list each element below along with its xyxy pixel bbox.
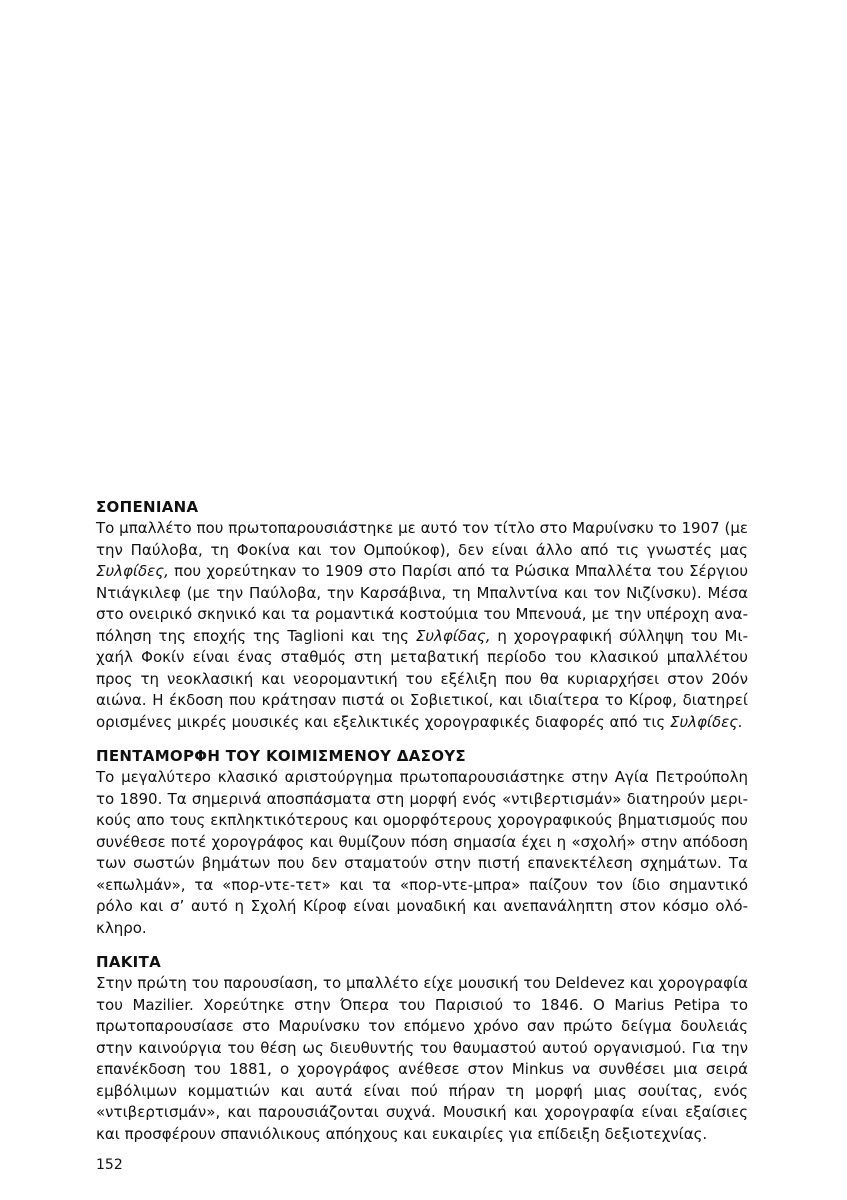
text-span: που χορεύτηκαν το 1909 στο Παρίσι από τα Ρώσικα Μπαλλέτα του Σέργιου Ντιάγκιλεφ (με την Παύλοβα, την Καρσάβινα, τη Μπαλντίνα και τον Νιζίνσκυ). Μέσα στο ονειρικό σκηνικό και τα ρομαντικά κοστούμια του Μπενουά, με την υπέροχη αναπόληση της εποχής της Taglioni και της — [96, 562, 748, 645]
section-paragraph — [96, 518, 748, 733]
section-chopiniana — [96, 496, 748, 733]
section-title: ΠΑΚΙΤΑ — [96, 953, 162, 971]
section-title: ΠΕΝΤΑΜΟΡΦΗ ΤΟΥ ΚΟΙΜΙΣΜΕΝΟΥ ΔΑΣΟΥΣ — [96, 747, 466, 765]
italic-title-span: Συλφίδες, — [96, 562, 169, 580]
section-title: ΣΟΠΕΝΙΑΝΑ — [96, 498, 199, 516]
page-number: 152 — [96, 1157, 123, 1173]
article-body — [96, 496, 748, 1157]
section-paquita — [96, 951, 748, 1145]
text-span: η χορογραφική σύλληψη του Μιχαήλ Φοκίν είναι ένας σταθμός στη μεταβατική περίοδο του κλασικού μπαλλέτου προς τη νεοκλασική και νεορομαντική του εξέλιξη που θα κυριαρχήσει στον 20όν αιώνα. Η έκδοση που κράτησαν πιστά οι Σοβιετικοί, και ιδιαίτερα το Κίροφ, διατηρεί ορισμένες μικρές μουσικές και εξελικτικές χορογραφικές διαφορές από τις — [96, 626, 748, 731]
section-paragraph — [96, 767, 748, 939]
text-span: Το μεγαλύτερο κλασικό αριστούργημα πρωτοπαρουσιάστηκε στην Αγία Πετρούπολη το 1890. Τα σημερινά αποσπάσματα στη μορφή ενός «ντιβερτισμάν» διατηρούν μερικούς απο τους εκπληκτικότερους και ομορφότερους χορογραφικούς βηματισμούς που συνέθεσε ποτέ χορογράφος και θυμίζουν πόση σημασία έχει η «σχολή» στην απόδοση των σωστών βημάτων που δεν σταματούν στην πιστή επανεκτέλεση σχημάτων. Τα «επωλμάν», τα «πορ-ντε-τετ» και τα «πορ-ντε-μπρα» παίζουν τον ίδιο σημαντικό ρόλο και σ’ αυτό η Σχολή Κίροφ είναι μοναδική και ανεπανάληπτη στον κόσμο ολόκληρο. — [96, 768, 748, 937]
italic-title-span: Συλφίδας, — [415, 626, 491, 645]
italic-title-span: Συλφίδες. — [670, 712, 743, 731]
section-sleeping-beauty — [96, 745, 748, 939]
text-span: Το μπαλλέτο που πρωτοπαρουσιάστηκε με αυτό τον τίτλο στο Μαρυίνσκυ το 1907 (με την Παύλοβα, τη Φοκίνα και τον Ομπούκοφ), δεν είναι άλλο από τις γνωστές μας — [96, 519, 748, 559]
text-span: Στην πρώτη του παρουσίαση, το μπαλλέτο είχε μουσική του Deldevez και χορογραφία του Mazilier. Χορεύτηκε στην Όπερα του Παρισιού το 1846. Ο Marius Petipa το πρωτοπαρουσίασε στο Μαρυίνσκυ τον επόμενο χρόνο σαν πρώτο δείγμα δουλειάς στην καινούργια του θέση ως διευθυντής του θαυμαστού αυτού οργανισμού. Για την επανέκδοση του 1881, ο χορογράφος ανέθεσε στον Minkus να συνθέσει μια σειρά εμβόλιμων κομματιών και αυτά είναι πού πήραν τη μορφή μιας σουίτας, ενός «ντιβερτισμάν», και παρουσιάζονται συχνά. Μουσική και χορογραφία είναι εξαίσιες και προσφέρουν σπανιόλικους απόηχους και ευκαιρίες για επίδειξη δεξιοτεχνίας. — [96, 974, 748, 1143]
section-paragraph — [96, 973, 748, 1145]
